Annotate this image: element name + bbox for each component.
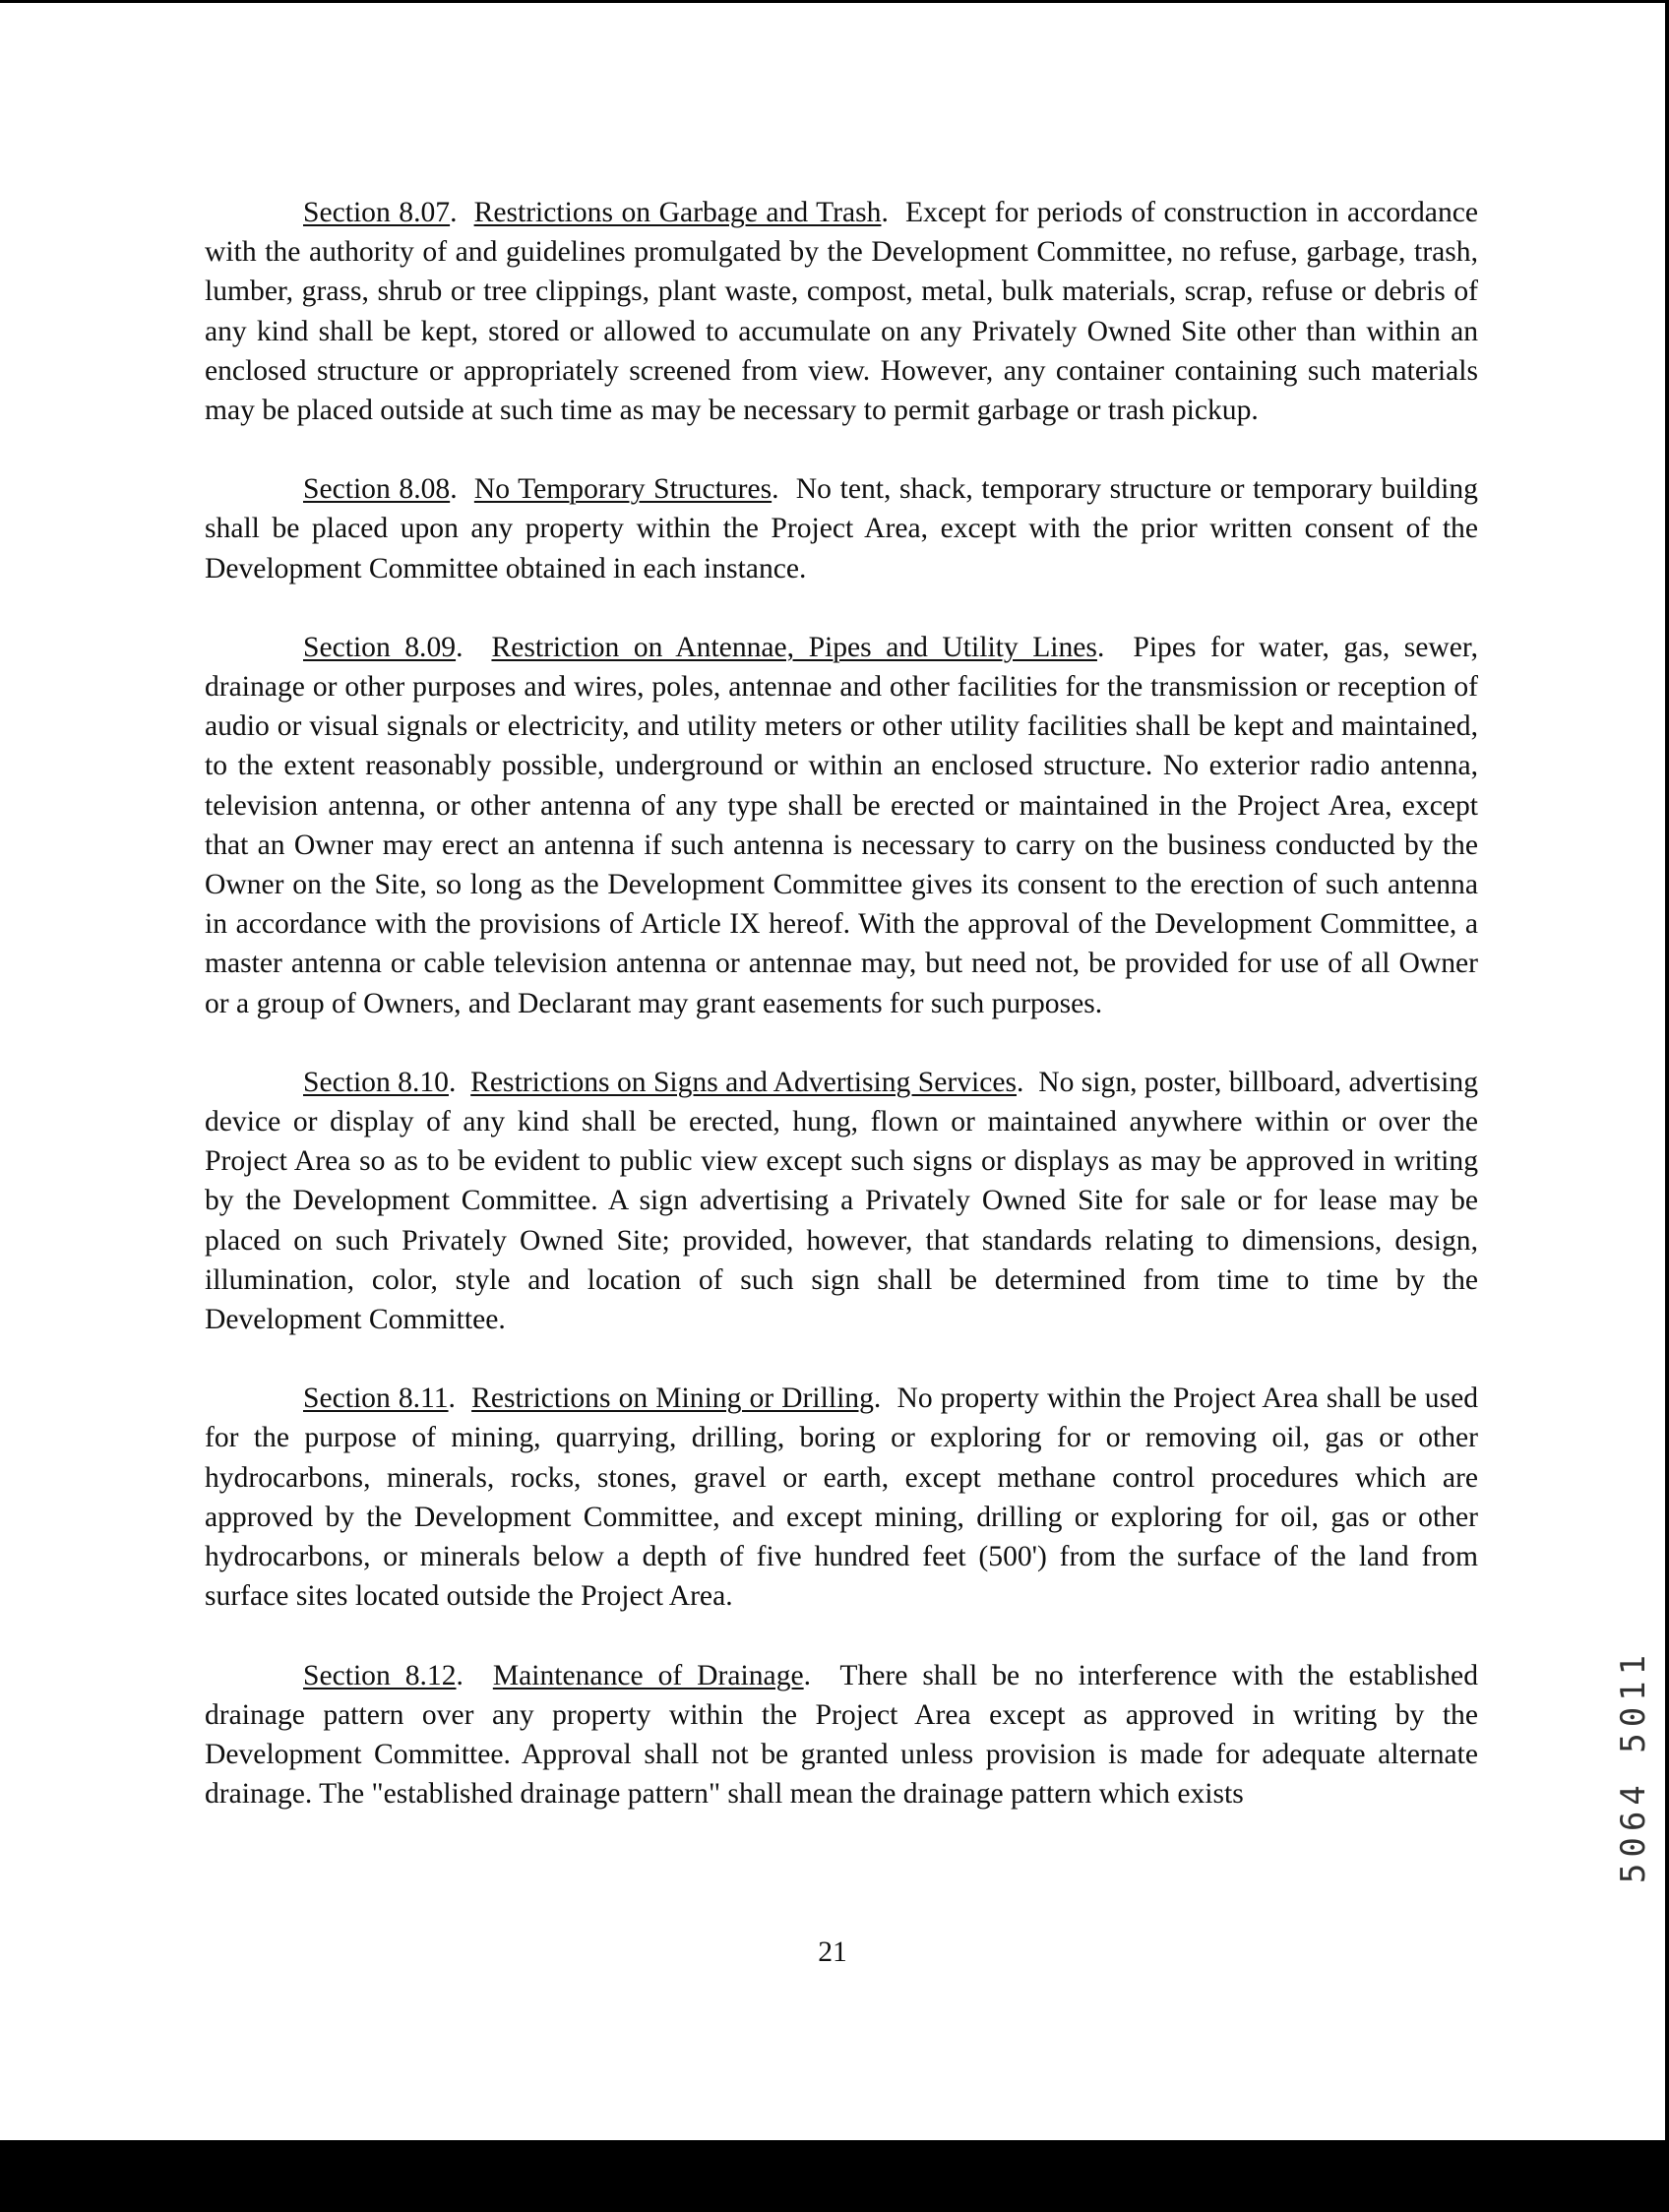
section-number: Section 8.12 bbox=[303, 1659, 457, 1691]
section-title: Restriction on Antennae, Pipes and Utility Lines bbox=[491, 631, 1097, 663]
scan-bottom-band bbox=[0, 2140, 1669, 2212]
section-number: Section 8.11 bbox=[303, 1382, 449, 1415]
section-body: There shall be no interference with the established drainage pattern over any property within the Project Area except as approved in writing by the Development Committee. Approval shall not be granted unless provision is made for adequate alternate drainage. The "established drainage pattern" shall mean the drainage pattern which exists bbox=[205, 1659, 1478, 1811]
section-8-11: Section 8.11. Restrictions on Mining or Drilling. No property within the Project Area shall be used for the purpose of mining, quarrying, drilling, boring or exploring for or removing oil, gas or other hydrocarbons, minerals, rocks, stones, gravel or earth, except methane control procedures which are approved by the Development Committee, and except mining, drilling or exploring for oil, gas or other hydrocarbons, or minerals below a depth of five hundred feet (500') from the surface of the land from surface sites located outside the Project Area. bbox=[205, 1382, 1479, 1613]
section-title: Restrictions on Mining or Drilling bbox=[471, 1382, 874, 1415]
document-body bbox=[205, 193, 1478, 1853]
section-body: Pipes for water, gas, sewer, drainage or other purposes and wires, poles, antennae and other facilities for the transmission or reception of audio or visual signals or electricity, and utility meters or other utility facilities shall be kept and maintained, to the extent reasonably possible, underground or within an enclosed structure. No exterior radio antenna, television antenna, or other antenna of any type shall be erected or maintained in the Project Area, except that an Owner may erect an antenna if such antenna is necessary to carry on the business conducted by the Owner on the Site, so long as the Development Committee gives its consent to the erection of such antenna in accordance with the provisions of Article IX hereof. With the approval of the Development Committee, a master antenna or cable television antenna or antennae may, but need not, be provided for use of all Owner or a group of Owners, and Declarant may grant easements for such purposes. bbox=[205, 631, 1478, 1019]
section-title: No Temporary Structures bbox=[473, 473, 773, 506]
section-8-12: Section 8.12. Maintenance of Drainage. There shall be no interference with the established drainage pattern over any property within the Project Area except as approved in writing by the Development Committee. Approval shall not be granted unless provision is made for adequate alternate drainage. The "established drainage pattern" shall mean the drainage pattern which exists bbox=[205, 1659, 1478, 1811]
section-title: Maintenance of Drainage bbox=[492, 1659, 804, 1691]
section-8-08: Section 8.08. No Temporary Structures. No tent, shack, temporary structure or temporary building shall be placed upon any property within the Project Area, except with the prior written consent of the Development Committee obtained in each instance. bbox=[205, 473, 1478, 584]
section-number: Section 8.07 bbox=[303, 197, 451, 228]
margin-stamp-text: 5064 5011 bbox=[1614, 1648, 1654, 1884]
section-title: Restrictions on Garbage and Trash bbox=[473, 197, 882, 228]
section-8-09: Section 8.09. Restriction on Antennae, Pipes and Utility Lines. Pipes for water, gas, sewer, drainage or other purposes and wires, poles, antennae and other facilities for the transmission or reception of audio or visual signals or electricity, and utility meters or other utility facilities shall be kept and maintained, to the extent reasonably possible, underground or within an enclosed structure. No exterior radio antenna, television antenna, or other antenna of any type shall be erected or maintained in the Project Area, except that an Owner may erect an antenna if such antenna is necessary to carry on the business conducted by the Owner on the Site, so long as the Development Committee gives its consent to the erection of such antenna in accordance with the provisions of Article IX hereof. With the approval of the Development Committee, a master antenna or cable television antenna or antennae may, but need not, be provided for use of all Owner or a group of Owners, and Declarant may grant easements for such purposes. bbox=[205, 631, 1478, 1019]
section-number: Section 8.08 bbox=[303, 473, 451, 506]
section-body: No tent, shack, temporary structure or temporary building shall be placed upon any property within the Project Area, except with the prior written consent of the Development Committee obtained in each instance. bbox=[205, 473, 1478, 584]
section-number: Section 8.10 bbox=[303, 1066, 449, 1098]
section-body: No property within the Project Area shall be used for the purpose of mining, quarrying, drilling, boring or exploring for or removing oil, gas or other hydrocarbons, minerals, rocks, stones, gravel or earth, except methane control procedures which are approved by the Development Committee, and except mining, drilling or exploring for oil, gas or other hydrocarbons, or minerals below a depth of five hundred feet (500') from the surface of the land from surface sites located outside the Project Area. bbox=[205, 1382, 1479, 1613]
section-body: Except for periods of construction in accordance with the authority of and guidelines promulgated by the Development Committee, no refuse, garbage, trash, lumber, grass, shrub or tree clippings, plant waste, compost, metal, bulk materials, scrap, refuse or debris of any kind shall be kept, stored or allowed to accumulate on any Privately Owned Site other than within an enclosed structure or appropriately screened from view. However, any container containing such materials may be placed outside at such time as may be necessary to permit garbage or trash pickup. bbox=[205, 197, 1479, 427]
page-number: 21 bbox=[818, 1936, 847, 1968]
section-body: No sign, poster, billboard, advertising device or display of any kind shall be erected, hung, flown or maintained anywhere within or over the Project Area so as to be evident to public view except such signs or displays as may be approved in writing by the Development Committee. A sign advertising a Privately Owned Site for sale or for lease may be placed on such Privately Owned Site; provided, however, that standards relating to dimensions, design, illumination, color, style and location of such sign shall be determined from time to time by the Development Committee. bbox=[205, 1066, 1478, 1336]
section-8-07: Section 8.07. Restrictions on Garbage and Trash. Except for periods of construction in accordance with the authority of and guidelines promulgated by the Development Committee, no refuse, garbage, trash, lumber, grass, shrub or tree clippings, plant waste, compost, metal, bulk materials, scrap, refuse or debris of any kind shall be kept, stored or allowed to accumulate on any Privately Owned Site other than within an enclosed structure or appropriately screened from view. However, any container containing such materials may be placed outside at such time as may be necessary to permit garbage or trash pickup. bbox=[205, 197, 1479, 427]
section-number: Section 8.09 bbox=[303, 631, 457, 663]
margin-stamp bbox=[1614, 1574, 1653, 1958]
section-8-10: Section 8.10. Restrictions on Signs and Advertising Services. No sign, poster, billboard, advertising device or display of any kind shall be erected, hung, flown or maintained anywhere within or over the Project Area so as to be evident to public view except such signs or displays as may be approved in writing by the Development Committee. A sign advertising a Privately Owned Site for sale or for lease may be placed on such Privately Owned Site; provided, however, that standards relating to dimensions, design, illumination, color, style and location of such sign shall be determined from time to time by the Development Committee. bbox=[205, 1066, 1478, 1336]
scan-top-edge bbox=[0, 0, 1669, 3]
section-title: Restrictions on Signs and Advertising Services bbox=[470, 1066, 1018, 1098]
